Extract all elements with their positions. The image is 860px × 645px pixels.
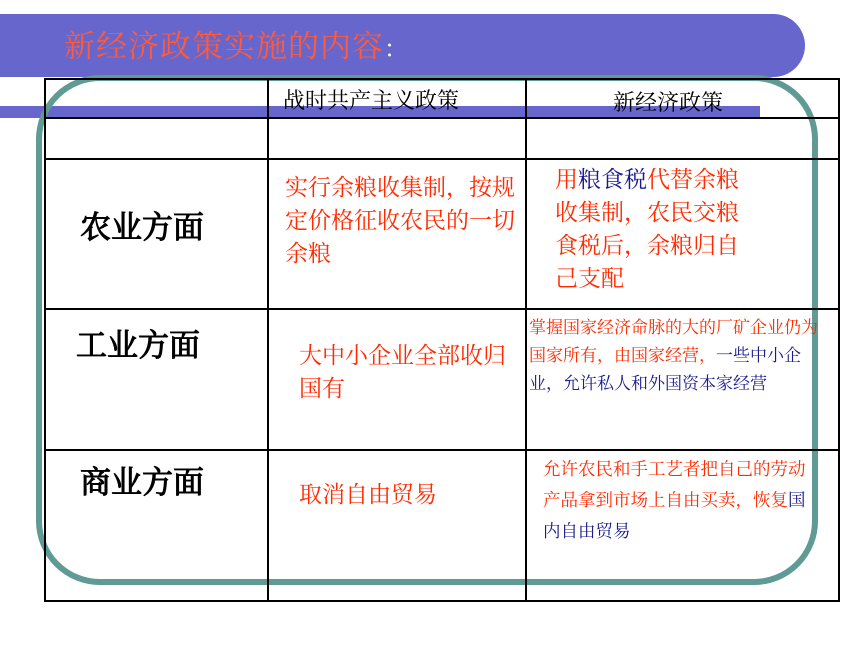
spacer-cell <box>268 118 526 159</box>
table-spacer-row <box>45 118 839 159</box>
spacer-cell <box>526 118 839 159</box>
header-cell-war-communism <box>268 79 526 118</box>
nep-cell <box>526 309 839 450</box>
nep-part: 用 <box>555 167 578 193</box>
commerce-war-communism-text: 取消自由贸易 <box>299 482 437 508</box>
policy-comparison-table <box>44 78 840 602</box>
war-communism-cell <box>268 450 526 601</box>
industry-nep-text <box>529 314 821 398</box>
header-nep: 新经济政策 <box>613 91 724 116</box>
nep-part: 允许农民和手工艺者把自己的劳动产品拿到市场上自由买卖，恢复 <box>543 460 806 511</box>
row-label-agriculture: 农业方面 <box>80 210 204 246</box>
nep-part-highlight: 一些中小企业，允许私人和外国资本家经营 <box>529 346 801 394</box>
commerce-nep-text <box>543 455 811 548</box>
nep-part-highlight: 国内自由贸易 <box>543 491 806 542</box>
row-label-industry: 工业方面 <box>76 328 200 364</box>
spacer-cell <box>45 118 268 159</box>
nep-part-highlight: 粮食税 <box>578 167 647 193</box>
header-war-communism: 战时共产主义政策 <box>283 89 460 114</box>
war-communism-cell <box>268 159 526 309</box>
industry-war-communism-text: 大中小企业全部收归国有 <box>299 343 506 402</box>
table-header-row <box>45 79 839 118</box>
row-label-commerce: 商业方面 <box>80 465 204 501</box>
nep-part: 代替余粮收集制，农民交粮食税后，余粮归自己支配 <box>555 167 739 292</box>
table-row <box>45 159 839 309</box>
slide-title-colon: ： <box>384 35 409 63</box>
slide-title-text: 新经济政策实施的内容 <box>64 29 384 65</box>
row-label-cell <box>45 159 268 309</box>
slide-title <box>64 21 409 66</box>
nep-part: 掌握国家经济命脉的大的厂矿企业仍为国家所有，由国家经营， <box>529 318 818 366</box>
agriculture-nep-text <box>555 164 759 296</box>
nep-cell <box>526 450 839 601</box>
table-row <box>45 450 839 601</box>
nep-cell <box>526 159 839 309</box>
row-label-cell <box>45 450 268 601</box>
war-communism-cell <box>268 309 526 450</box>
header-empty-cell <box>45 79 268 118</box>
table-row <box>45 309 839 450</box>
row-label-cell <box>45 309 268 450</box>
agriculture-war-communism-text: 实行余粮收集制，按规定价格征收农民的一切余粮 <box>285 175 515 267</box>
header-cell-nep <box>526 79 839 118</box>
